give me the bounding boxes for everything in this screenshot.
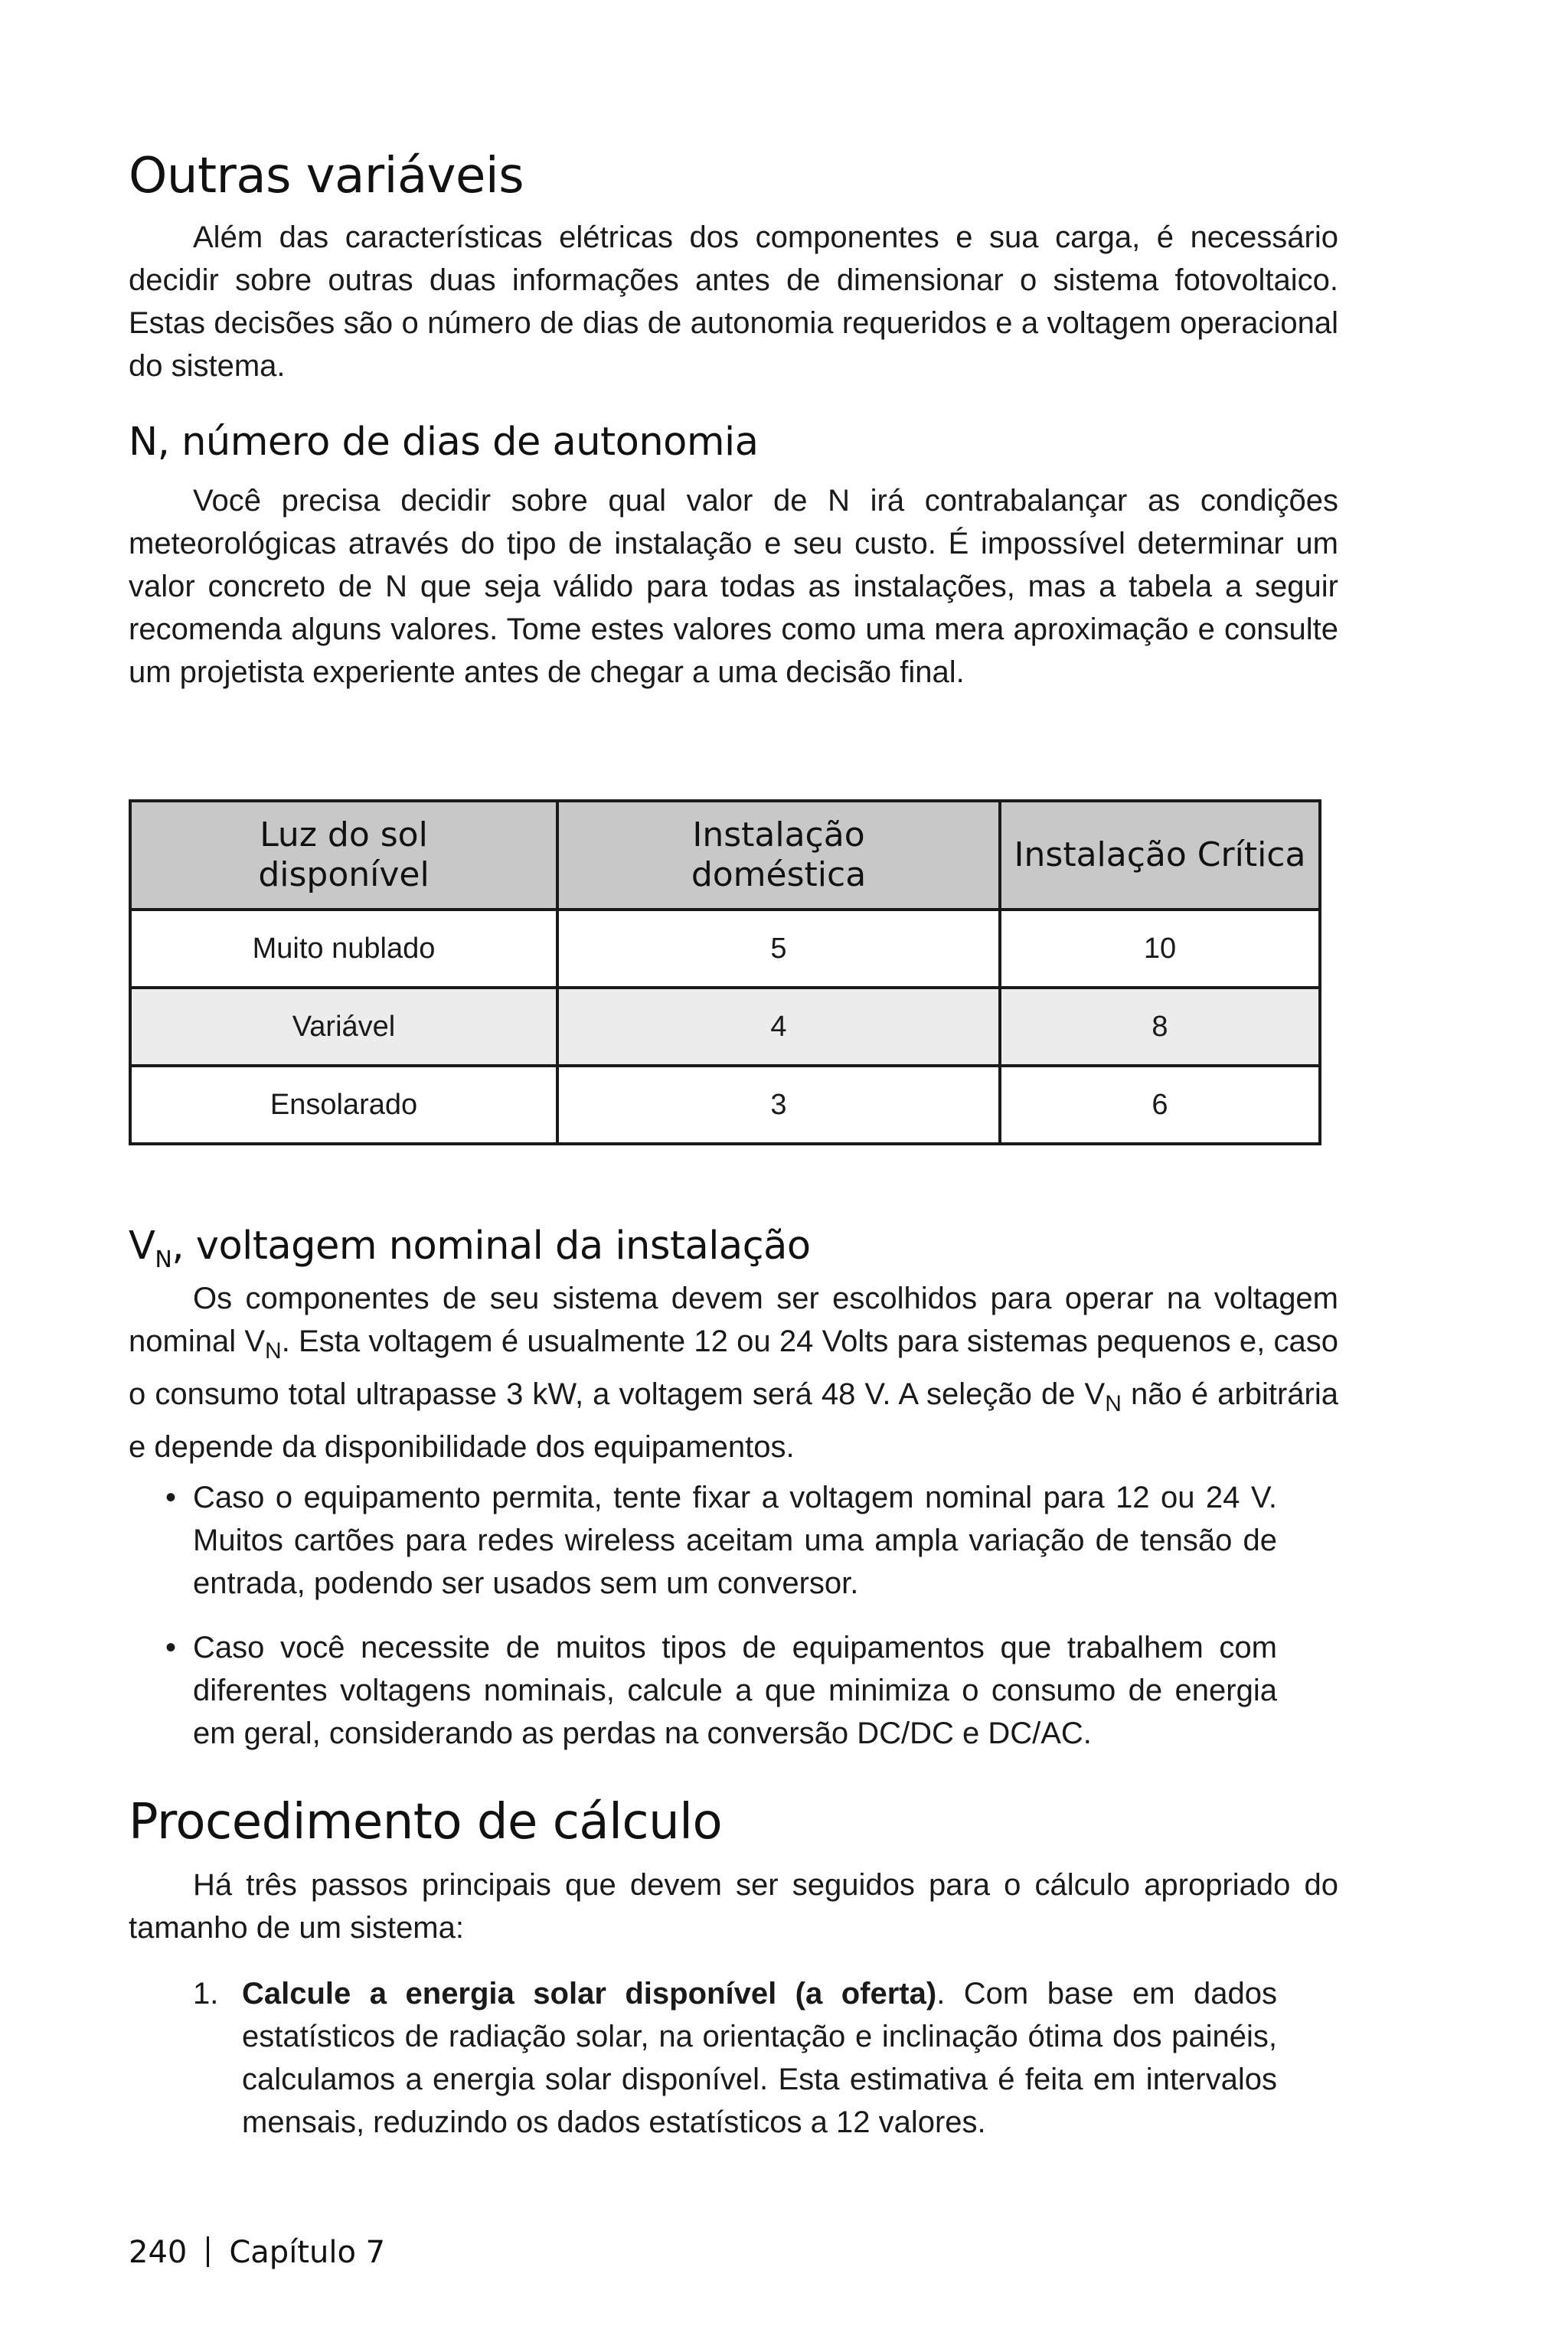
table-cell: Muito nublado	[130, 910, 557, 988]
table-cell: Variável	[130, 988, 557, 1066]
footer-divider	[207, 2236, 209, 2267]
bullet-icon: •	[165, 1481, 177, 1514]
table-header-row	[130, 801, 1320, 910]
heading-subscript: N	[155, 1246, 172, 1274]
table-cell: 3	[557, 1066, 1000, 1144]
bullet-icon: •	[165, 1631, 177, 1664]
section-heading-voltagem	[129, 1222, 811, 1285]
autonomy-table	[129, 799, 1321, 1145]
table-row	[130, 1066, 1320, 1144]
table-cell: 5	[557, 910, 1000, 988]
step-text: . Com base em dados estatísticos de radiação solar, na orientação e inclinação ótima dos painéis, calculamos a energia solar disponível. Esta estimativa é feita em intervalos mensais, reduzindo os dados estatísticos a 12 valores.	[242, 1977, 1277, 2139]
table-row	[130, 988, 1320, 1066]
text-span: . Esta voltagem é usualmente 12 ou 24 Volts para sistemas pequenos e, caso o consumo total ultrapasse 3 kW, a voltagem será 48 V. A seleção de V	[129, 1325, 1338, 1411]
heading-rest: , voltagem nominal da instalação	[172, 1223, 811, 1269]
section-heading-outras: Outras variáveis	[129, 148, 524, 204]
table-header: Instalação doméstica	[557, 801, 1000, 910]
table-cell: Ensolarado	[130, 1066, 557, 1144]
bullet-item	[129, 1626, 1277, 1755]
text-span: Os componentes de seu sistema devem ser escolhidos para operar na voltagem nominal V	[129, 1282, 1338, 1358]
text-span: não é arbitrária e depende da disponibilidade dos equipamentos.	[129, 1377, 1339, 1464]
steps-list	[129, 1972, 1277, 2144]
paragraph-voltagem	[129, 1277, 1338, 1468]
table-header: Instalação Crítica	[1000, 801, 1320, 910]
subscript: N	[1105, 1391, 1122, 1416]
bullet-item	[129, 1476, 1277, 1605]
bullet-text: Caso o equipamento permita, tente fixar a voltagem nominal para 12 ou 24 V. Muitos cartões para redes wireless aceitam uma ampla variação de tensão de entrada, podendo ser usados sem um conversor.	[193, 1481, 1277, 1600]
paragraph-outras: Além das características elétricas dos componentes e sua carga, é necessário decidir sobre outras duas informações antes de dimensionar o sistema fotovoltaico. Estas decisões são o número de dias de autonomia requeridos e a voltagem operacional do sistema.	[129, 220, 1338, 383]
chapter-label: Capítulo 7	[229, 2235, 386, 2270]
step-bold-text: Calcule a energia solar disponível (a oferta)	[242, 1977, 937, 2011]
paragraph-procedimento: Há três passos principais que devem ser seguidos para o cálculo apropriado do tamanho de um sistema:	[129, 1868, 1338, 1945]
subscript: N	[265, 1338, 282, 1364]
page-footer	[129, 2233, 385, 2272]
step-number: 1.	[193, 1977, 219, 2011]
bullet-list	[129, 1476, 1277, 1776]
table-cell: 10	[1000, 910, 1320, 988]
table-cell: 8	[1000, 988, 1320, 1066]
bullet-text: Caso você necessite de muitos tipos de equipamentos que trabalhem com diferentes voltagens nominais, calcule a que minimiza o consumo de energia em geral, considerando as perdas na conversão DC/DC e DC/AC.	[193, 1631, 1277, 1750]
section-heading-procedimento: Procedimento de cálculo	[129, 1794, 723, 1851]
table-cell: 6	[1000, 1066, 1320, 1144]
section-heading-autonomia: N, número de dias de autonomia	[129, 420, 759, 465]
step-item	[129, 1972, 1277, 2144]
table-cell: 4	[557, 988, 1000, 1066]
page-number: 240	[129, 2235, 188, 2270]
table-row	[130, 910, 1320, 988]
table-header: Luz do sol disponível	[130, 801, 557, 910]
paragraph-autonomia: Você precisa decidir sobre qual valor de N irá contrabalançar as condições meteorológicas através do tipo de instalação e seu custo. É impossível determinar um valor concreto de N que seja válido para todas as instalações, mas a tabela a seguir recomenda alguns valores. Tome estes valores como uma mera aproximação e consulte um projetista experiente antes de chegar a uma decisão final.	[129, 484, 1338, 689]
heading-v: V	[129, 1223, 155, 1269]
